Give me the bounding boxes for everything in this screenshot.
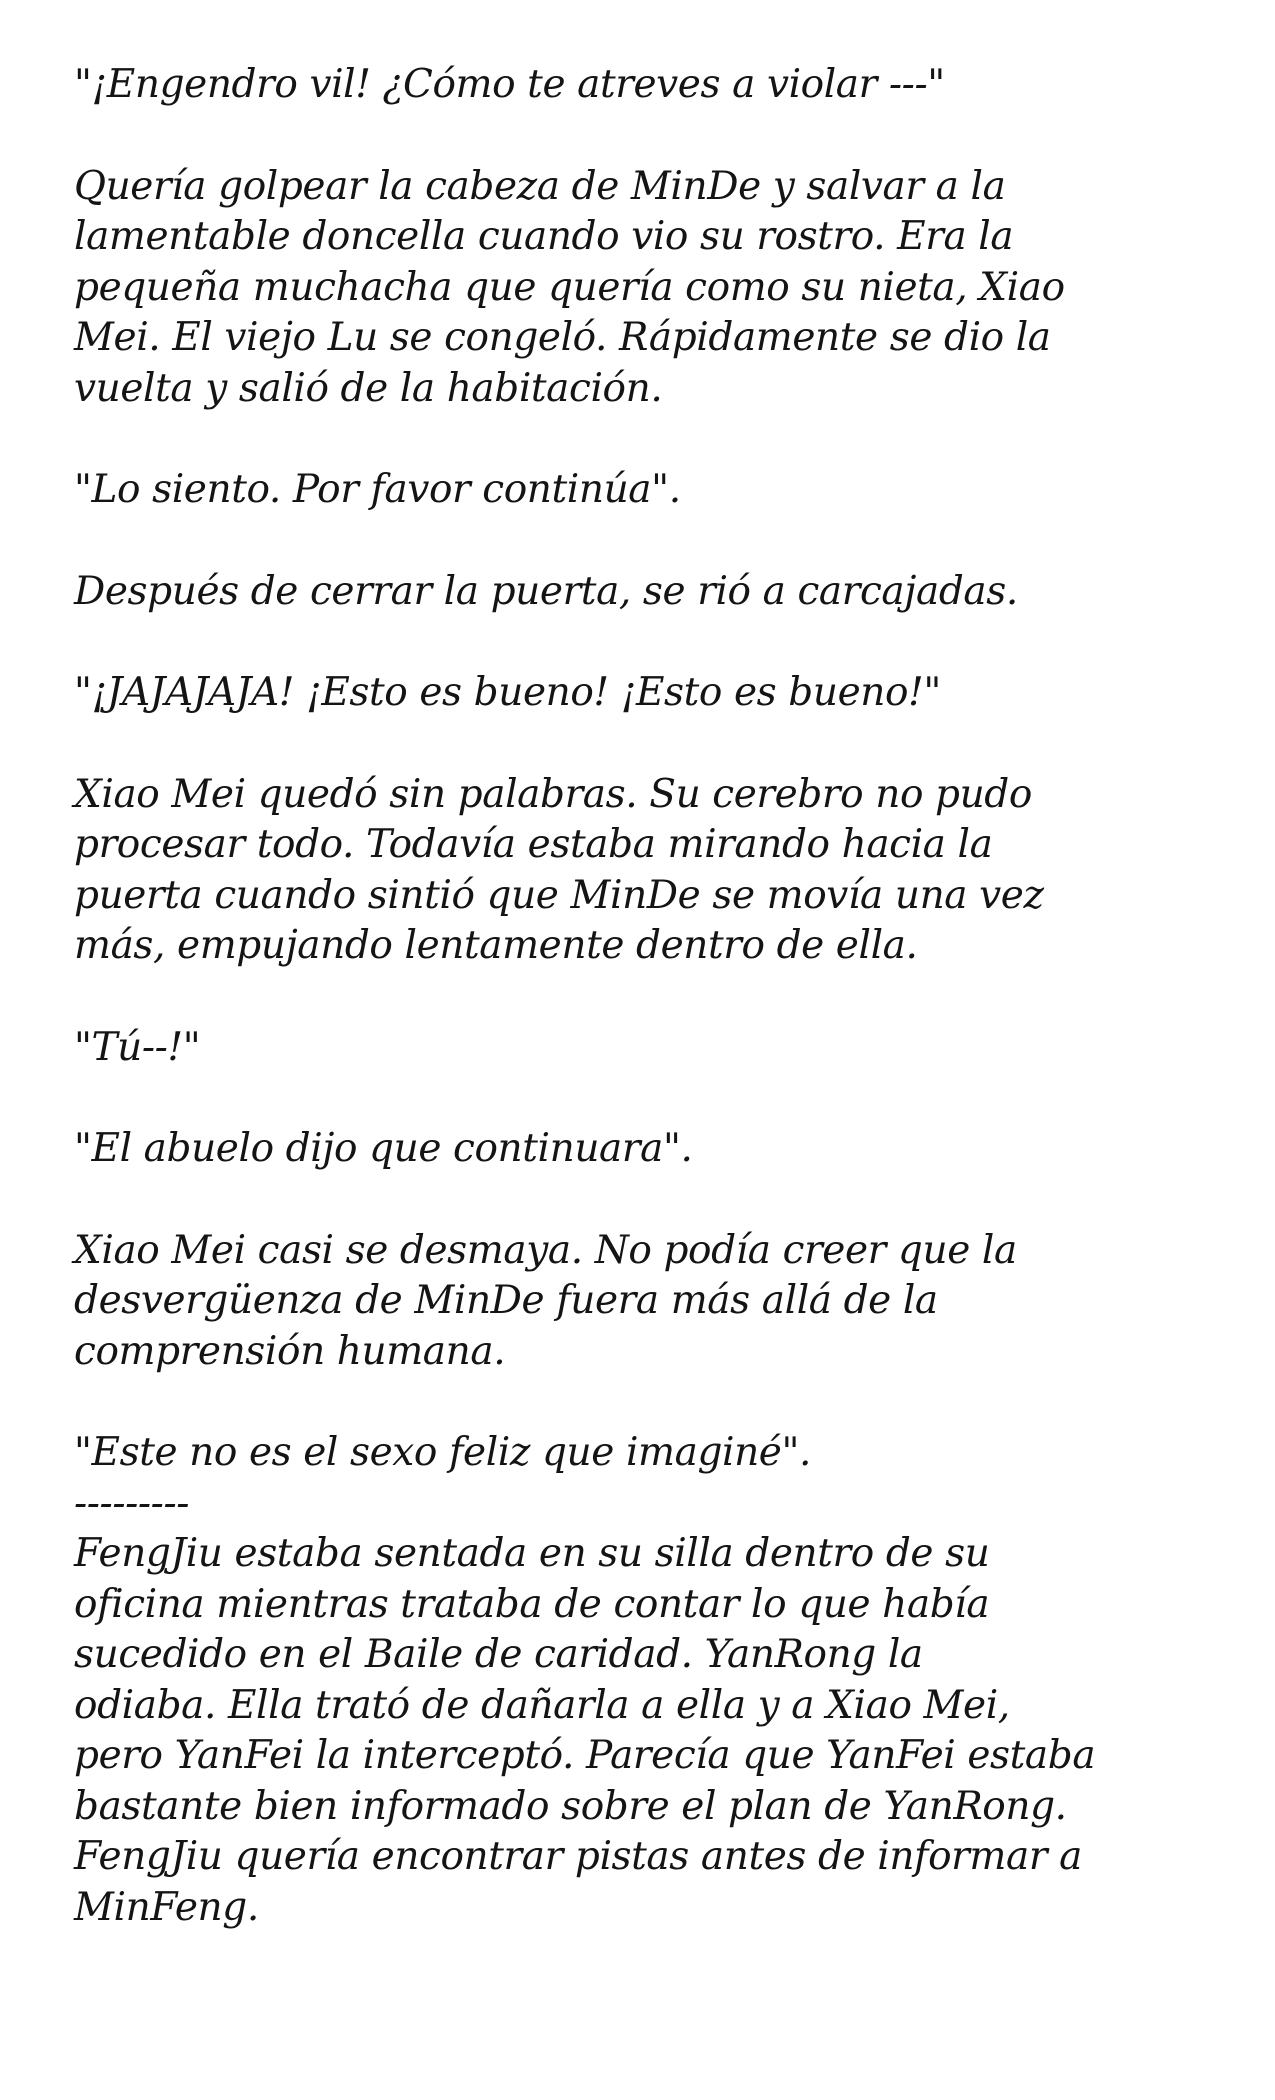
text-line: más, empujando lentamente dentro de ella. (74, 923, 918, 968)
text-line: oficina mientras trataba de contar lo que había (74, 1581, 990, 1627)
text-line: FengJiu quería encontrar pistas antes de informar a (74, 1834, 1082, 1879)
text-line: pero YanFei la interceptó. Parecía que YanFei estaba (74, 1733, 1096, 1778)
text-line: bastante bien informado sobre el plan de YanRong. (74, 1783, 1067, 1829)
paragraph-8 (74, 1124, 1234, 1175)
paragraph-2 (74, 162, 1234, 415)
text-line: odiaba. Ella trató de dañarla a ella y a Xiao Mei, (74, 1682, 1010, 1728)
text-line: FengJiu estaba sentada en su silla dentro de su (74, 1531, 990, 1576)
text-line: "Tú--!" (74, 1024, 201, 1070)
text-line: Xiao Mei casi se desmaya. No podía creer que la (74, 1227, 1017, 1273)
text-line: Quería golpear la cabeza de MinDe y salvar a la (74, 163, 1006, 209)
text-line: sucedido en el Baile de caridad. YanRong la (74, 1632, 923, 1677)
paragraph-1 (74, 60, 1234, 111)
text-line: comprensión humana. (74, 1328, 506, 1374)
paragraph-6 (74, 770, 1234, 972)
separator-line: --------- (74, 1480, 189, 1526)
paragraph-5 (74, 668, 1234, 719)
text-line: "El abuelo dijo que continuara". (74, 1126, 693, 1171)
text-line: procesar todo. Todavía estaba mirando hacia la (74, 822, 993, 867)
text-line: "¡Engendro vil! ¿Cómo te atreves a violar ---" (74, 62, 945, 107)
paragraph-9 (74, 1226, 1234, 1378)
text-line: puerta cuando sintió que MinDe se movía una vez (74, 872, 1044, 918)
text-line: "Este no es el sexo feliz que imaginé". (74, 1430, 812, 1475)
paragraph-7 (74, 1023, 1234, 1074)
text-line: pequeña muchacha que quería como su nieta, Xiao (74, 264, 1065, 310)
paragraph-3 (74, 465, 1234, 516)
text-line: vuelta y salió de la habitación. (74, 365, 663, 411)
text-line: "¡JAJAJAJA! ¡Esto es bueno! ¡Esto es bueno!" (74, 670, 941, 715)
text-line: Después de cerrar la puerta, se rió a carcajadas. (74, 568, 1018, 614)
text-line: desvergüenza de MinDe fuera más allá de la (74, 1278, 938, 1323)
text-line: "Lo siento. Por favor continúa". (74, 467, 681, 512)
text-line: MinFeng. (74, 1884, 259, 1930)
document-page (74, 60, 1234, 1933)
paragraph-4 (74, 567, 1234, 618)
text-line: Xiao Mei quedó sin palabras. Su cerebro no pudo (74, 771, 1032, 817)
paragraph-10 (74, 1428, 1234, 1933)
text-line: lamentable doncella cuando vio su rostro. Era la (74, 214, 1014, 259)
text-line: Mei. El viejo Lu se congeló. Rápidamente se dio la (74, 315, 1051, 360)
